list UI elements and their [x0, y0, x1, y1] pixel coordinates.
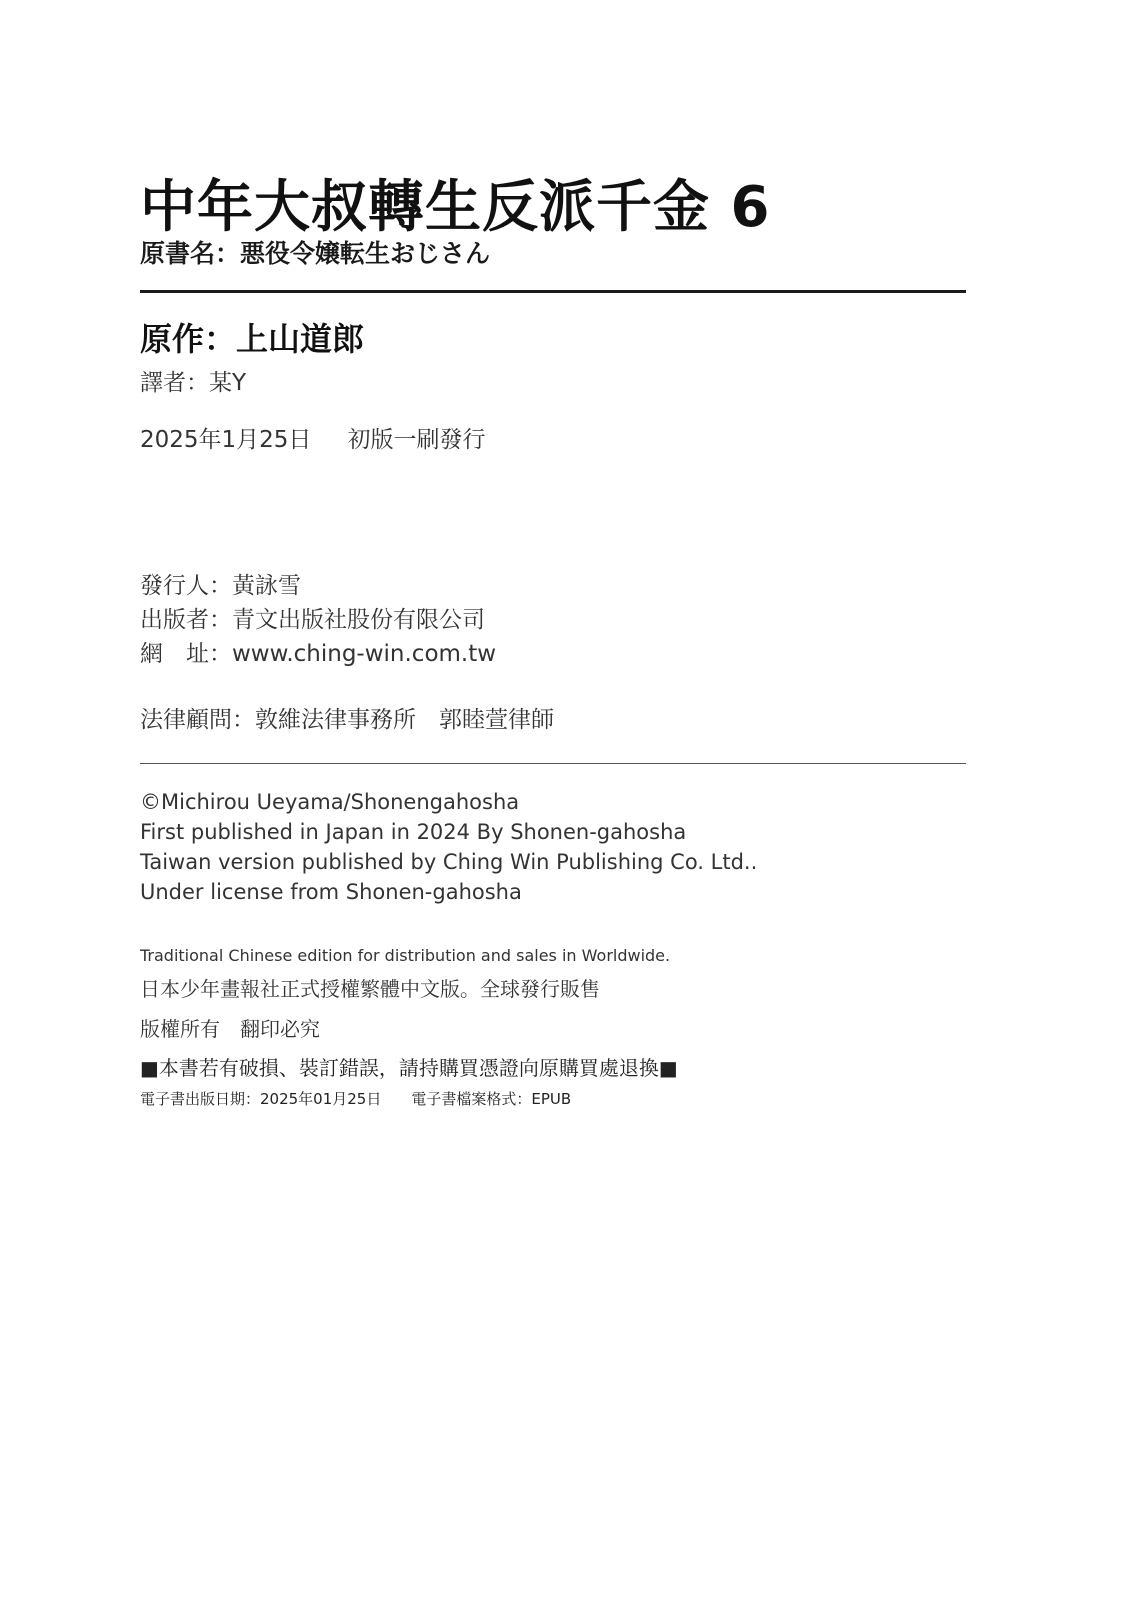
ebook-info [140, 1088, 571, 1109]
ebook-format: 電子書檔案格式：EPUB [411, 1090, 572, 1108]
book-title: 中年大叔轉生反派千金 6 [140, 175, 771, 240]
website-label: 網 址： [140, 641, 232, 667]
edition-date: 2025年1月25日 [140, 427, 312, 453]
rights-reserved: 版權所有 [140, 1017, 220, 1041]
no-reproduction: 翻印必究 [240, 1017, 320, 1041]
legal-advisor: 法律顧問：敦維法律事務所 郭睦萱律師 [140, 707, 554, 733]
distribution-chinese: 日本少年畫報社正式授權繁體中文版。全球發行販售 [140, 977, 600, 1001]
copyright-line: First published in Japan in 2024 By Shonen-gahosha [140, 820, 687, 844]
distribution-english: Traditional Chinese edition for distribution and sales in Worldwide. [140, 946, 671, 965]
copyright-line: ©Michirou Ueyama/Shonengahosha [140, 790, 520, 814]
copyright-divider [140, 763, 966, 764]
translator: 譯者：某Y [140, 370, 247, 396]
author: 原作：上山道郎 [140, 320, 365, 358]
website-line [140, 635, 496, 668]
ebook-date: 電子書出版日期：2025年01月25日 [140, 1090, 382, 1108]
publisher-company: 出版者：青文出版社股份有限公司 [140, 607, 485, 633]
edition-line [140, 421, 485, 454]
original-title: 原書名：悪役令嬢転生おじさん [140, 239, 491, 268]
edition-printing: 初版一刷發行 [347, 427, 486, 453]
return-notice: ■本書若有破損、裝訂錯誤，請持購買憑證向原購買處退換■ [140, 1056, 678, 1080]
copyright-line: Under license from Shonen-gahosha [140, 880, 522, 904]
website-url: www.ching-win.com.tw [232, 641, 497, 667]
title-divider [140, 290, 966, 293]
rights-line [140, 1013, 320, 1042]
publisher-person: 發行人：黃詠雪 [140, 573, 301, 599]
copyright-line: Taiwan version published by Ching Win Publishing Co. Ltd.. [140, 850, 758, 874]
